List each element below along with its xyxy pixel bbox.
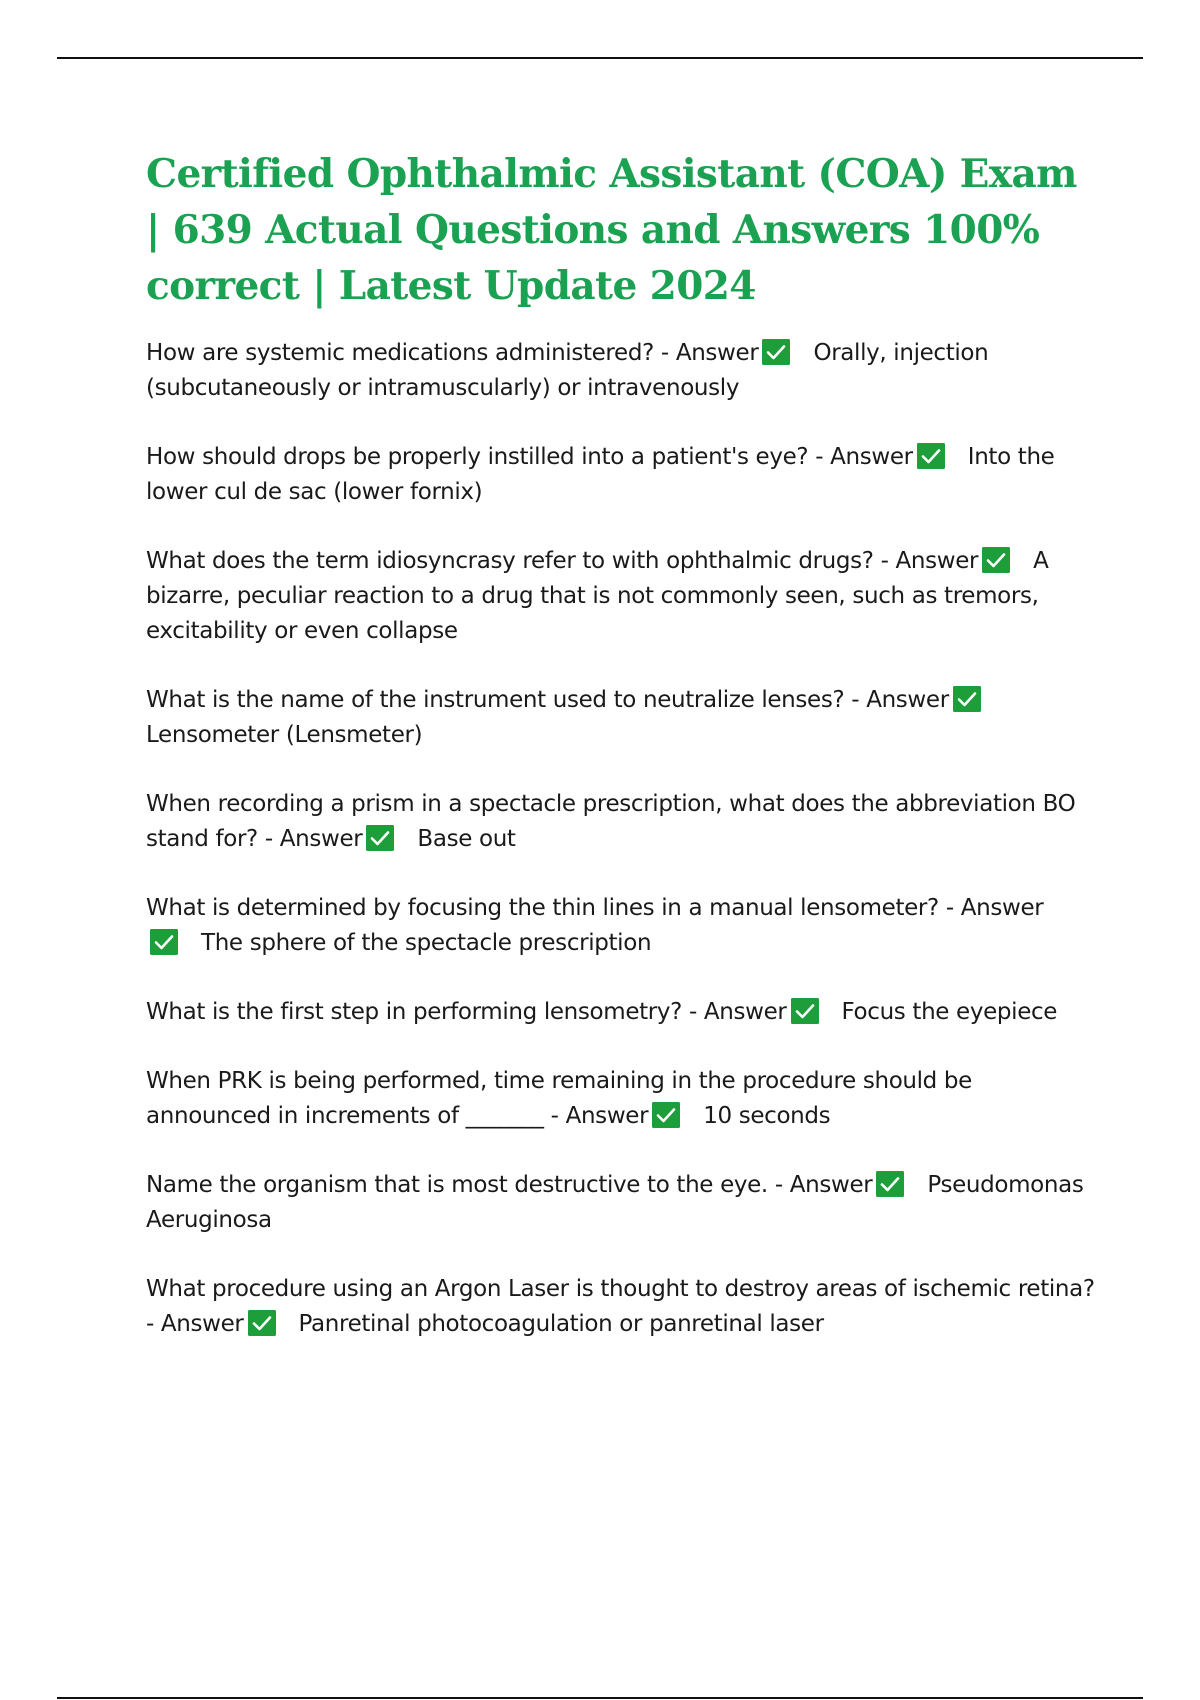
- answer-text: Lensometer (Lensmeter): [146, 722, 423, 748]
- qa-item: [146, 440, 1096, 510]
- document-title: Certified Ophthalmic Assistant (COA) Exam | 639 Actual Questions and Answers 100% correct | Latest Update 2024: [146, 151, 1077, 309]
- qa-item: [146, 995, 1096, 1030]
- qa-list: [146, 336, 1096, 1342]
- answer-text: The sphere of the spectacle prescription: [201, 930, 652, 956]
- qa-item: [146, 336, 1096, 406]
- check-mark-box-icon: [916, 442, 946, 470]
- check-mark-box-icon: [981, 546, 1011, 574]
- question-text: What is the name of the instrument used to neutralize lenses? - Answer: [146, 687, 949, 713]
- check-mark-box-icon: [790, 997, 820, 1025]
- qa-item: [146, 1168, 1096, 1238]
- qa-item: [146, 891, 1096, 961]
- question-text: What procedure using an Argon Laser is thought to destroy areas of ischemic retina? - Answer: [146, 1276, 1095, 1337]
- question-text: What is the first step in performing lensometry? - Answer: [146, 999, 787, 1025]
- check-mark-box-icon: [247, 1309, 277, 1337]
- question-text: What does the term idiosyncrasy refer to with ophthalmic drugs? - Answer: [146, 548, 979, 574]
- qa-item: [146, 1064, 1096, 1134]
- check-mark-box-icon: [875, 1170, 905, 1198]
- qa-item: [146, 787, 1096, 857]
- answer-text: Base out: [417, 826, 516, 852]
- answer-text: Into the lower cul de sac (lower fornix): [146, 444, 1055, 505]
- check-mark-box-icon: [952, 685, 982, 713]
- question-text: What is determined by focusing the thin lines in a manual lensometer? - Answer: [146, 895, 1044, 921]
- answer-text: 10 seconds: [703, 1103, 831, 1129]
- question-text: When recording a prism in a spectacle prescription, what does the abbreviation BO stand for? - Answer: [146, 791, 1076, 852]
- question-text: When PRK is being performed, time remaining in the procedure should be announced in increments of _______ - Answer: [146, 1068, 972, 1129]
- document-body: [146, 146, 1096, 1376]
- question-text: How should drops be properly instilled into a patient's eye? - Answer: [146, 444, 913, 470]
- question-text: Name the organism that is most destructive to the eye. - Answer: [146, 1172, 873, 1198]
- bottom-rule: [57, 1697, 1143, 1699]
- qa-item: [146, 683, 1096, 753]
- answer-text: Pseudomonas Aeruginosa: [146, 1172, 1084, 1233]
- check-mark-box-icon: [365, 824, 395, 852]
- qa-item: [146, 544, 1096, 649]
- check-mark-box-icon: [761, 338, 791, 366]
- top-rule: [57, 57, 1143, 59]
- answer-text: Focus the eyepiece: [841, 999, 1058, 1025]
- question-text: How are systemic medications administered? - Answer: [146, 340, 759, 366]
- answer-text: A bizarre, peculiar reaction to a drug that is not commonly seen, such as tremors, excitability or even collapse: [146, 548, 1049, 644]
- qa-item: [146, 1272, 1096, 1342]
- answer-text: Orally, injection (subcutaneously or intramuscularly) or intravenously: [146, 340, 989, 401]
- answer-text: Panretinal photocoagulation or panretinal laser: [298, 1311, 824, 1337]
- check-mark-box-icon: [651, 1101, 681, 1129]
- check-mark-box-icon: [149, 928, 179, 956]
